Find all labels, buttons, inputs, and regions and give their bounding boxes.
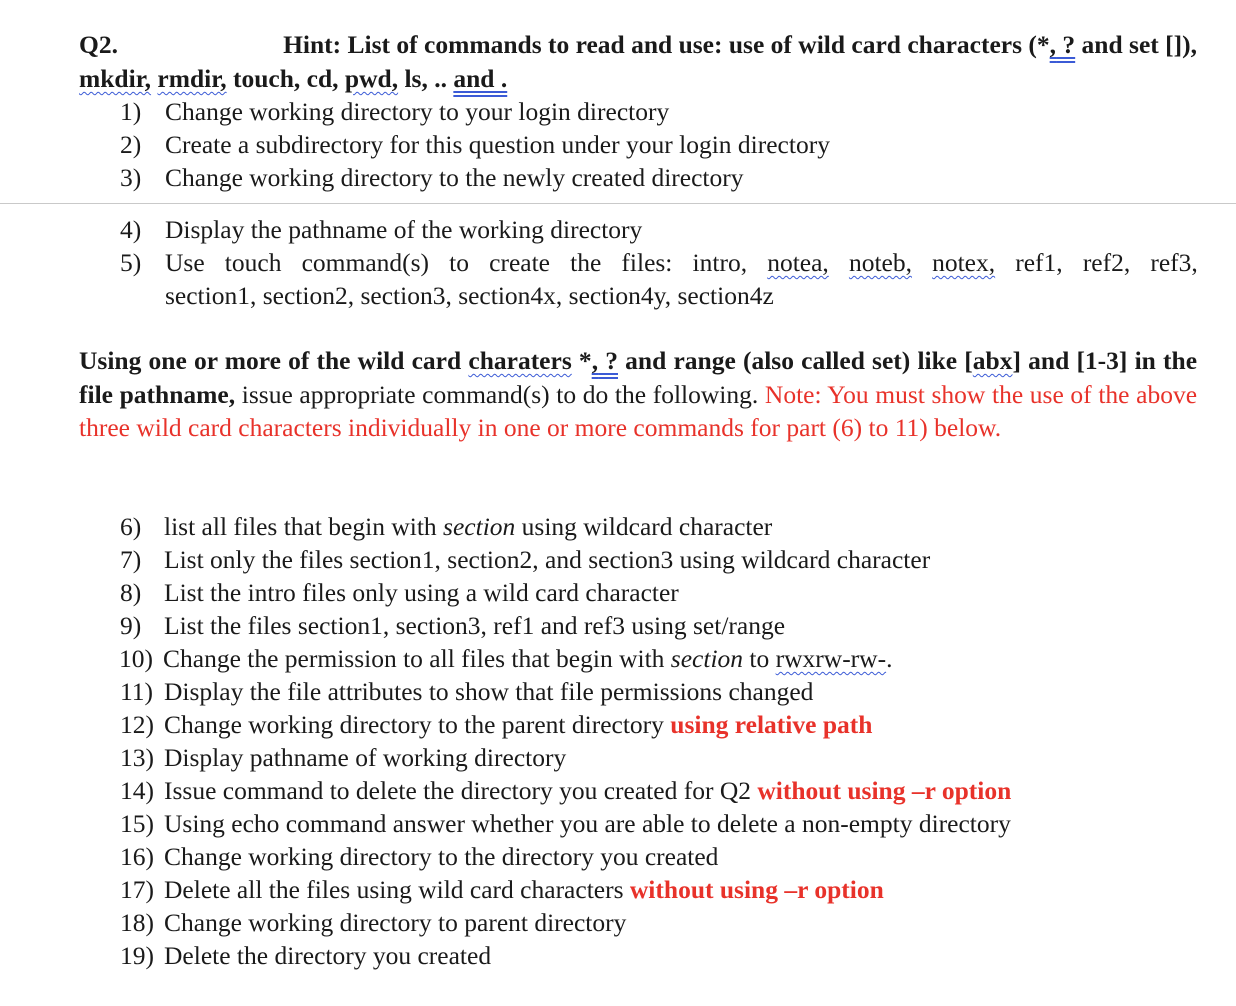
list-item: 10) Change the permission to all files that begin with section to rwxrw-rw-. (119, 644, 893, 673)
cmd-ls: ls, .. (404, 64, 447, 93)
list-item: 1) Change working directory to your login directory (120, 97, 670, 126)
list-item: 14) Issue command to delete the directory you created for Q2 without using –r option (120, 776, 1012, 805)
header-line-1 (79, 28, 1197, 62)
list-item: 11) Display the file attributes to show that file permissions changed (120, 677, 814, 706)
list-item: 12) Change working directory to the parent directory using relative path (120, 710, 873, 739)
header-line-2 (79, 62, 1197, 96)
list-item: 15) Using echo command answer whether you are able to delete a non-empty directory (120, 809, 1011, 838)
instructions-paragraph: Using one or more of the wild card charaters *, ? and range (also called set) like [abx] and [1-3] in the file pathname, issue appropriate command(s) to do the following. Note: You must show the use of the above three wild card characters individually in one or more commands for part (6) to 11) below. (79, 346, 1198, 442)
list-item: 8) List the intro files only using a wild card character (120, 578, 679, 607)
list-item: 19) Delete the directory you created (120, 941, 492, 970)
red-note: Note: You must show the use of the above three wild card characters individually in one or more commands for part (6) to 11) below. (79, 379, 1198, 442)
steps-list-c (120, 510, 1198, 972)
list-item: 4) Display the pathname of the working directory (120, 215, 643, 244)
list-item: 6) list all files that begin with section using wildcard character (120, 512, 773, 541)
list-item: 5) Use touch command(s) to create the files: intro, notea, noteb, notex, ref1, ref2, ref3, (120, 248, 1198, 277)
list-item: 16) Change working directory to the directory you created (120, 842, 719, 871)
cmd-rmdir: rmdir, (157, 64, 227, 93)
hint-qmark: ? (1056, 30, 1076, 59)
list-item: 17) Delete all the files using wild card characters without using –r option (120, 875, 884, 904)
cmd-and: and . (453, 64, 508, 93)
list-item: 13) Display pathname of working directory (120, 743, 567, 772)
list-item: 2) Create a subdirectory for this question under your login directory (120, 130, 830, 159)
hint-suffix: and set []), (1075, 30, 1197, 59)
steps-list-b (120, 213, 1198, 312)
step5-line-1: Use touch command(s) to create the files: intro, notea, noteb, notex, ref1, ref2, ref3, (165, 248, 1198, 277)
hint-text (283, 28, 1197, 62)
hint-comma: , (1049, 30, 1057, 59)
step5-line-2: section1, section2, section3, section4x, section4y, section4z (165, 281, 774, 310)
hint-prefix: Hint: List of commands to read and use: use of wild card characters (* (283, 30, 1050, 59)
list-item (120, 279, 1198, 312)
steps-list-a (120, 95, 1198, 194)
list-item: 3) Change working directory to the newly created directory (120, 163, 744, 192)
list-item: 18) Change working directory to parent directory (120, 908, 627, 937)
cmd-touch-cd: touch, cd, (232, 64, 339, 93)
list-item: 9) List the files section1, section3, ref1 and ref3 using set/range (120, 611, 786, 640)
question-header (79, 28, 1197, 96)
page-break-divider (0, 203, 1236, 204)
question-number: Q2. (79, 30, 118, 59)
cmd-mkdir: mkdir, (79, 64, 152, 93)
cmd-pwd: pwd, (344, 64, 399, 93)
list-item: 7) List only the files section1, section2, and section3 using wildcard character (120, 545, 931, 574)
